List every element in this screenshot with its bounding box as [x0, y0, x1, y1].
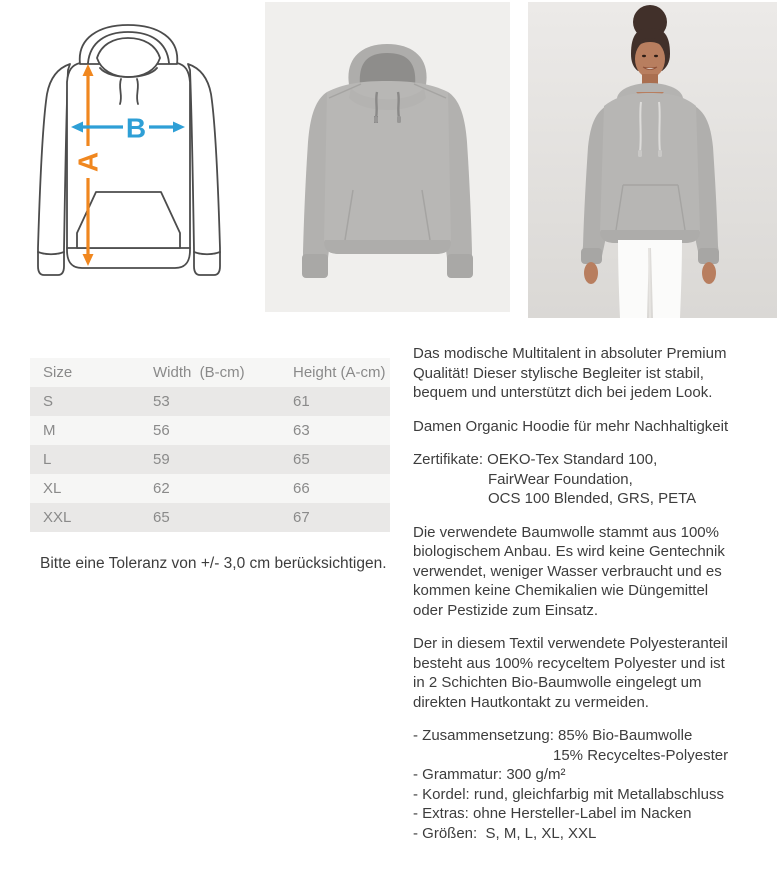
spec-item: - Extras: ohne Hersteller-Label im Nacken	[413, 805, 692, 822]
text-line: OCS 100 Blended, GRS, PETA	[488, 490, 697, 507]
spec-item: - Kordel: rund, gleichfarbig mit Metallabschluss	[413, 785, 724, 803]
cell-height: 65	[293, 451, 310, 468]
certificates-paragraph	[413, 450, 758, 509]
model-photo[interactable]	[528, 2, 777, 318]
text-line: biologischem Anbau. Es wird keine Gentechnik	[413, 543, 725, 560]
text-line: verwendet, weniger Wasser verbraucht und es	[413, 562, 722, 580]
height-label: A	[72, 151, 104, 173]
spec-item: - Größen: S, M, L, XL, XXL	[413, 824, 597, 842]
col-width: Width (B-cm)	[153, 364, 245, 381]
intro-paragraph	[413, 344, 758, 403]
text-line: Damen Organic Hoodie für mehr Nachhaltigkeit	[413, 417, 729, 435]
cell-height: 66	[293, 480, 310, 497]
hoodie-line-drawing-icon	[0, 0, 262, 320]
model-wearing-hoodie-illustration	[528, 2, 777, 318]
product-front-photo[interactable]	[265, 2, 510, 312]
cell-size: S	[43, 393, 54, 410]
tolerance-note: Bitte eine Toleranz von +/- 3,0 cm berücksichtigen.	[40, 555, 387, 572]
table-row	[30, 503, 390, 532]
text-line: Qualität! Dieser stylische Begleiter ist stabil,	[413, 364, 704, 382]
cell-width: 65	[153, 509, 170, 526]
text-line: direkten Hautkontakt zu vermeiden.	[413, 693, 649, 711]
specs-list	[413, 726, 758, 843]
cell-height: 63	[293, 422, 310, 439]
text-line: Der in diesem Textil verwendete Polyesteranteil	[413, 635, 728, 652]
cell-width: 62	[153, 480, 170, 497]
spec-item: - Grammatur: 300 g/m²	[413, 766, 566, 783]
subtitle	[413, 417, 758, 437]
text-line: oder Pestizide zum Einsatz.	[413, 601, 599, 619]
size-diagram-image[interactable]	[0, 0, 262, 320]
text-line: kommen keine Chemikalien wie Düngemittel	[413, 582, 709, 599]
text-line: in 2 Schichten Bio-Baumwolle eingelegt um	[413, 674, 702, 691]
size-table	[30, 358, 390, 532]
gray-hoodie-photo-illustration	[265, 2, 510, 312]
text-line: Die verwendete Baumwolle stammt aus 100%	[413, 523, 719, 541]
cell-size: L	[43, 451, 52, 468]
cell-width: 59	[153, 451, 170, 468]
table-row	[30, 387, 390, 416]
table-row	[30, 416, 390, 445]
col-size: Size	[43, 364, 73, 381]
table-row	[30, 474, 390, 503]
cell-size: XL	[43, 480, 62, 497]
spec-item: - Zusammensetzung: 85% Bio-Baumwolle	[413, 727, 693, 744]
cell-width: 56	[153, 422, 170, 439]
text-line: FairWear Foundation,	[488, 470, 633, 488]
cell-size: XXL	[43, 509, 72, 526]
text-line: bequem und unterstützt dich bei jedem Look.	[413, 384, 713, 401]
spec-item: 15% Recyceltes-Polyester	[553, 746, 729, 764]
text-line: besteht aus 100% recyceltem Polyester und ist	[413, 654, 725, 672]
width-label: B	[125, 112, 147, 144]
size-table-header	[30, 358, 390, 387]
cell-width: 53	[153, 393, 170, 410]
product-description	[413, 344, 758, 857]
table-row	[30, 445, 390, 474]
cotton-paragraph	[413, 523, 758, 621]
cell-size: M	[43, 422, 56, 439]
text-line: Das modische Multitalent in absoluter Premium	[413, 345, 727, 362]
col-height: Height (A-cm)	[293, 364, 386, 381]
text-line: Zertifikate: OEKO-Tex Standard 100,	[413, 451, 658, 468]
cell-height: 61	[293, 393, 310, 410]
polyester-paragraph	[413, 634, 758, 712]
cell-height: 67	[293, 509, 310, 526]
